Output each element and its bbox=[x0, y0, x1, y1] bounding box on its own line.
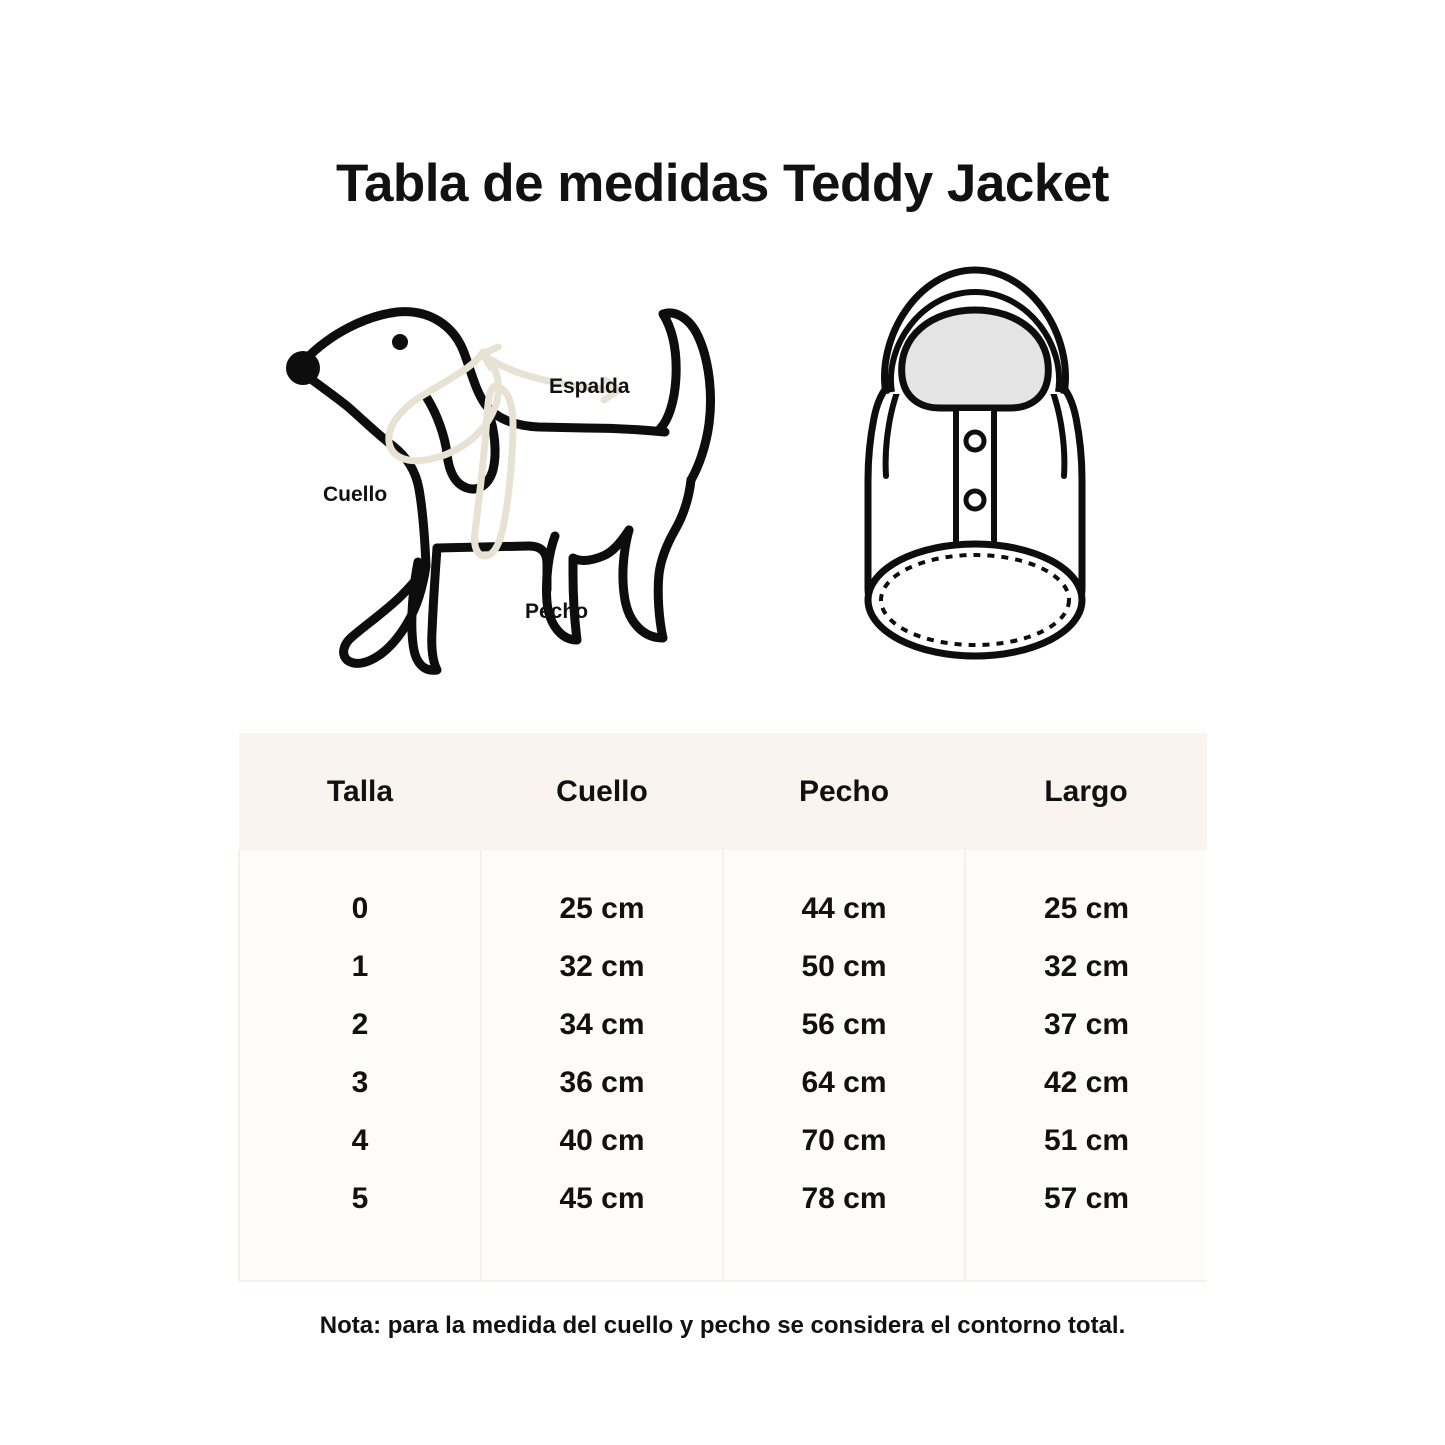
size-table-head bbox=[239, 733, 1207, 850]
dog-label-cuello: Cuello bbox=[323, 483, 388, 506]
table-row bbox=[239, 850, 1207, 938]
cell-pecho: 50 cm bbox=[723, 938, 965, 996]
table-row bbox=[239, 996, 1207, 1054]
table-row bbox=[239, 1112, 1207, 1170]
cell-cuello: 45 cm bbox=[481, 1170, 723, 1281]
cell-talla: 0 bbox=[239, 850, 481, 938]
cell-largo: 51 cm bbox=[965, 1112, 1207, 1170]
dog-eye bbox=[392, 334, 408, 350]
jacket-illustration bbox=[840, 258, 1110, 678]
cell-largo: 25 cm bbox=[965, 850, 1207, 938]
cell-cuello: 36 cm bbox=[481, 1054, 723, 1112]
cell-cuello: 34 cm bbox=[481, 996, 723, 1054]
jacket-hood-lining bbox=[902, 310, 1049, 408]
dog-nose bbox=[286, 351, 320, 385]
dog-label-espalda: Espalda bbox=[549, 375, 630, 398]
size-table bbox=[238, 733, 1207, 1282]
cell-talla: 2 bbox=[239, 996, 481, 1054]
cell-pecho: 78 cm bbox=[723, 1170, 965, 1281]
jacket-hem-opening bbox=[868, 544, 1082, 656]
cell-largo: 57 cm bbox=[965, 1170, 1207, 1281]
cell-cuello: 32 cm bbox=[481, 938, 723, 996]
table-header-row bbox=[239, 733, 1207, 850]
table-row bbox=[239, 938, 1207, 996]
table-row bbox=[239, 1054, 1207, 1112]
cell-cuello: 25 cm bbox=[481, 850, 723, 938]
column-header-largo: Largo bbox=[965, 733, 1207, 850]
cell-pecho: 64 cm bbox=[723, 1054, 965, 1112]
cell-largo: 32 cm bbox=[965, 938, 1207, 996]
cell-pecho: 56 cm bbox=[723, 996, 965, 1054]
column-header-pecho: Pecho bbox=[723, 733, 965, 850]
jacket-snap-button-1 bbox=[966, 432, 984, 450]
column-header-talla: Talla bbox=[239, 733, 481, 850]
cell-largo: 42 cm bbox=[965, 1054, 1207, 1112]
cell-pecho: 70 cm bbox=[723, 1112, 965, 1170]
dog-illustration bbox=[285, 290, 755, 680]
size-table-body bbox=[239, 850, 1207, 1281]
illustration-row bbox=[0, 250, 1445, 690]
cell-cuello: 40 cm bbox=[481, 1112, 723, 1170]
footer-note: Nota: para la medida del cuello y pecho se considera el contorno total. bbox=[319, 1312, 1126, 1339]
dog-back-outline bbox=[585, 428, 665, 432]
page-title: Tabla de medidas Teddy Jacket bbox=[336, 154, 1109, 213]
cell-pecho: 44 cm bbox=[723, 850, 965, 938]
cell-talla: 5 bbox=[239, 1170, 481, 1281]
cell-talla: 3 bbox=[239, 1054, 481, 1112]
dog-hind-leg-right bbox=[623, 480, 691, 638]
jacket-snap-button-2 bbox=[966, 491, 984, 509]
cell-talla: 4 bbox=[239, 1112, 481, 1170]
column-header-cuello: Cuello bbox=[481, 733, 723, 850]
jacket-svg bbox=[840, 258, 1110, 678]
cell-largo: 37 cm bbox=[965, 996, 1207, 1054]
dog-tail bbox=[659, 313, 711, 480]
table-row bbox=[239, 1170, 1207, 1281]
dog-label-pecho: Pecho bbox=[525, 600, 589, 623]
cell-talla: 1 bbox=[239, 938, 481, 996]
